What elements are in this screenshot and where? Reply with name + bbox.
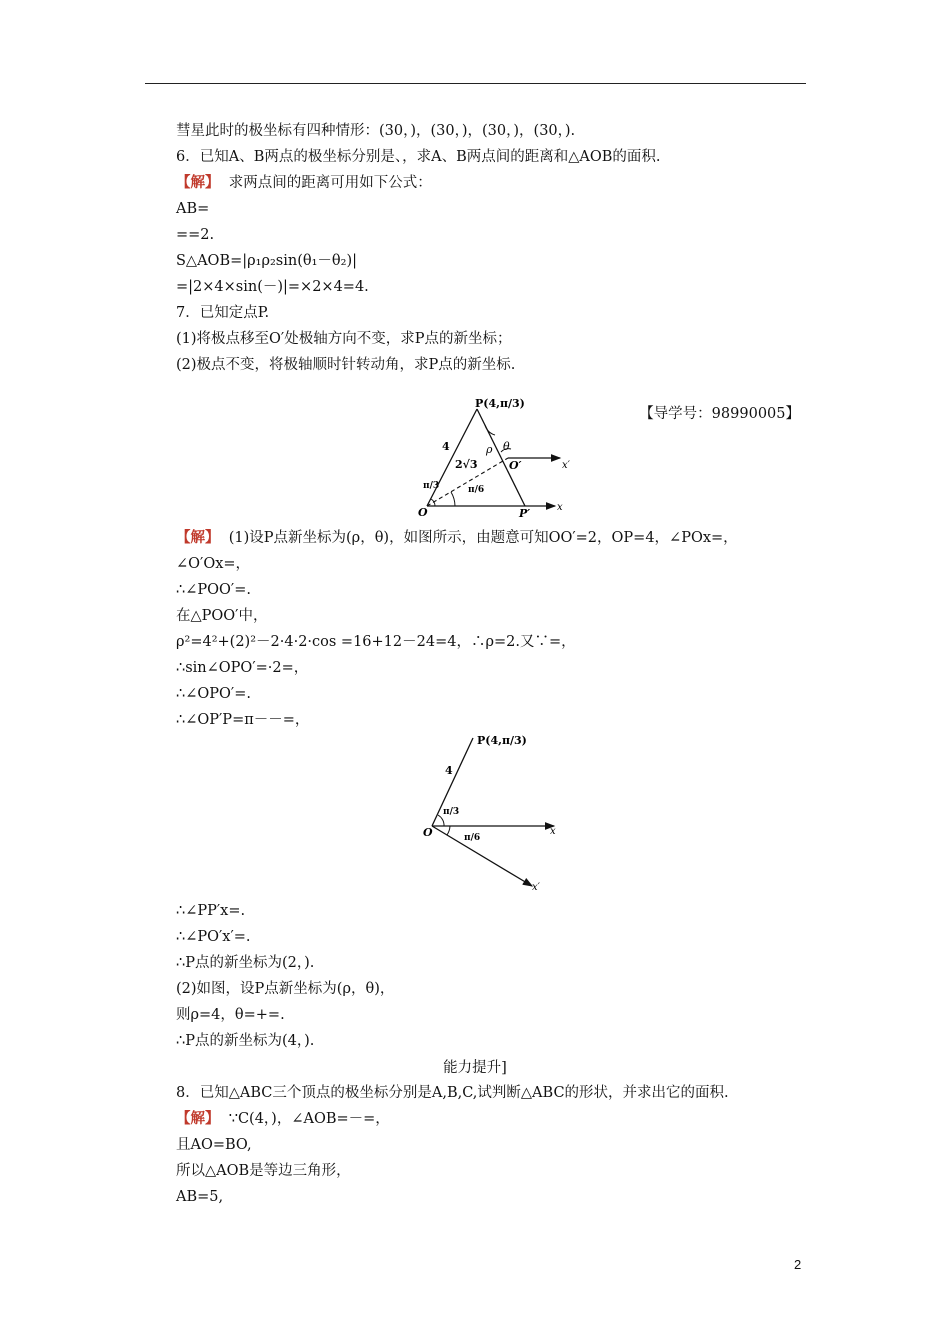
label-x-prime: x′ bbox=[562, 460, 570, 471]
text-line: ∴P点的新坐标为(2，). bbox=[176, 955, 315, 971]
label-O: O bbox=[418, 506, 428, 519]
text-line: =|2×4×sin(－)|=×2×4=4. bbox=[176, 279, 369, 295]
text-line: ∴sin∠OPO′=·2=， bbox=[176, 660, 309, 676]
solution-8-line: 【解】 ∵C(4，)，∠AOB=－=， bbox=[176, 1110, 390, 1127]
label-side-4: 4 bbox=[442, 440, 450, 453]
header-rule bbox=[145, 83, 806, 84]
label-side-4: 4 bbox=[445, 764, 453, 777]
solution-7-line: 【解】 (1)设P点新坐标为(ρ，θ)，如图所示，由题意可知OO′=2，OP=4，∠POx=， bbox=[176, 529, 738, 546]
text-line: ∴∠OPO′=. bbox=[176, 686, 251, 702]
label-x: x bbox=[550, 826, 556, 837]
label-P-prime: P′ bbox=[519, 507, 531, 520]
solution-tag: 【解】 bbox=[176, 174, 220, 191]
label-O: O bbox=[423, 826, 433, 839]
solution-tag: 【解】 bbox=[176, 1110, 220, 1127]
text-line: (2)如图，设P点新坐标为(ρ，θ)， bbox=[176, 981, 395, 997]
text-line: 则ρ=4，θ=+=. bbox=[176, 1007, 285, 1023]
solution-6-line: 【解】 求两点间的距离可用如下公式： bbox=[176, 174, 432, 191]
text-line: ∴∠OP′P=π－－=， bbox=[176, 712, 310, 728]
text-line: S△AOB=|ρ₁ρ₂sin(θ₁－θ₂)| bbox=[176, 253, 358, 269]
label-P: P(4,π/3) bbox=[477, 734, 527, 747]
text-line: ∠O′Ox=， bbox=[176, 556, 251, 572]
text-line: (2)极点不变，将极轴顺时针转动角，求P点的新坐标. bbox=[176, 357, 516, 373]
label-P: P(4,π/3) bbox=[475, 397, 525, 410]
label-angle-pi6: π/6 bbox=[468, 485, 485, 495]
solution-tag: 【解】 bbox=[176, 529, 220, 546]
figure-1 bbox=[415, 395, 580, 520]
text-line: ρ²=4²+(2)²－2·4·2·cos =16+12－24=4，∴ρ=2.又∵=， bbox=[176, 634, 576, 650]
label-angle-pi3: π/3 bbox=[423, 481, 440, 491]
figure-2 bbox=[420, 728, 570, 898]
label-angle-pi6: π/6 bbox=[464, 833, 481, 843]
text-line: 在△POO′中， bbox=[176, 608, 268, 624]
label-x-prime: x′ bbox=[532, 882, 540, 893]
text-line: ∴∠POO′=. bbox=[176, 582, 251, 598]
text-line: ∴∠PO′x′=. bbox=[176, 929, 251, 945]
text-line: ∴∠PP′x=. bbox=[176, 903, 246, 919]
question-7: 7．已知定点P. bbox=[176, 305, 270, 321]
section-title: 能力提升] bbox=[443, 1060, 507, 1076]
text-line: AB= bbox=[176, 201, 210, 217]
guide-number: 【导学号：98990005】 bbox=[639, 406, 800, 422]
text-line: (1)将极点移至O′处极轴方向不变，求P点的新坐标； bbox=[176, 331, 512, 347]
text-line: ∴P点的新坐标为(4，). bbox=[176, 1033, 315, 1049]
label-x: x bbox=[557, 502, 563, 513]
question-6: 6．已知A、B两点的极坐标分别是、，求A、B两点间的距离和△AOB的面积. bbox=[176, 149, 661, 165]
label-2root3: 2√3 bbox=[455, 458, 478, 471]
label-rho: ρ bbox=[486, 443, 493, 456]
page-number: 2 bbox=[794, 1257, 802, 1272]
question-8: 8．已知△ABC三个顶点的极坐标分别是A,B,C,试判断△ABC的形状，并求出它的面积. bbox=[176, 1085, 729, 1101]
text-line: ==2. bbox=[176, 227, 215, 243]
text-line: 彗星此时的极坐标有四种情形：(30，)，(30，)，(30，)，(30，). bbox=[176, 123, 576, 139]
text-line: 所以△AOB是等边三角形， bbox=[176, 1163, 351, 1179]
label-theta: θ bbox=[503, 440, 510, 453]
text-line: 且AO=BO, bbox=[176, 1137, 252, 1153]
label-angle-pi3: π/3 bbox=[443, 807, 460, 817]
label-O-prime: O′ bbox=[509, 459, 522, 472]
text-line: AB=5, bbox=[176, 1189, 224, 1205]
